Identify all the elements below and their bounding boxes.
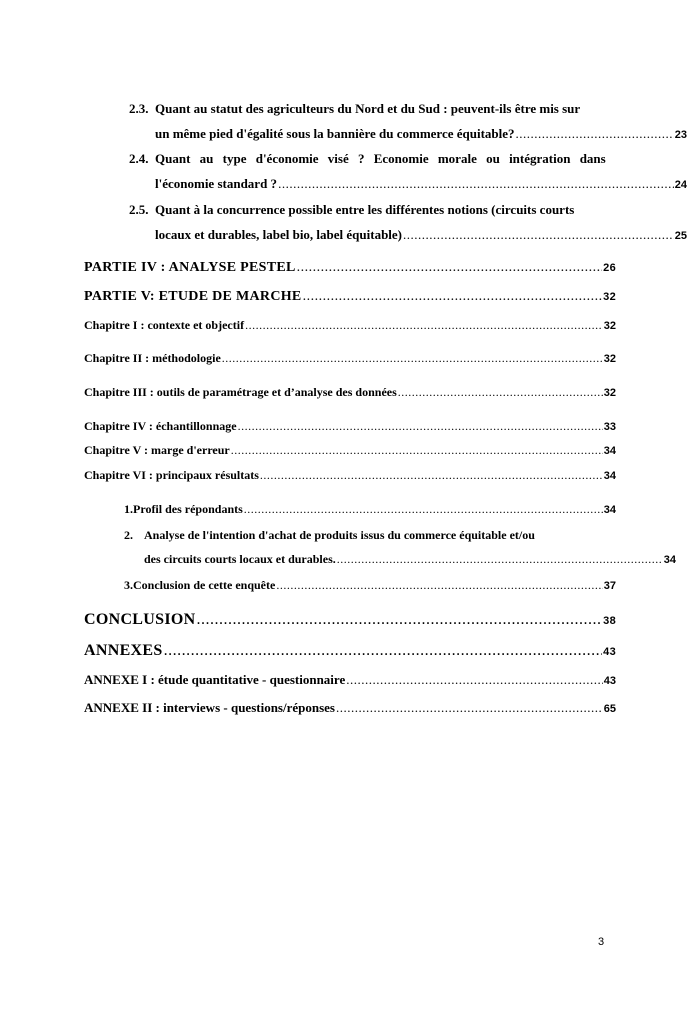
entry-page: 34 xyxy=(603,504,616,516)
leader-dots xyxy=(222,351,603,366)
leader-dots xyxy=(337,552,663,567)
entry-page: 32 xyxy=(603,320,616,332)
leader-dots xyxy=(245,318,603,333)
leader-dots xyxy=(231,443,603,458)
entry-number: 1. xyxy=(124,502,133,516)
toc-entry-3-conclusion[interactable] xyxy=(84,578,616,593)
entry-page: 38 xyxy=(603,615,616,627)
leader-dots xyxy=(516,126,674,142)
toc-entry-annexe-i[interactable] xyxy=(84,672,616,688)
entry-page: 33 xyxy=(603,421,616,433)
leader-dots xyxy=(336,700,603,716)
toc-entry-annexe-ii[interactable] xyxy=(84,700,616,716)
entry-page: 24 xyxy=(674,179,687,191)
entry-page: 34 xyxy=(603,470,616,482)
toc-entry-chapitre-iv[interactable] xyxy=(84,419,616,434)
toc-entry-1-profil[interactable] xyxy=(84,502,616,517)
leader-dots xyxy=(398,385,603,400)
toc-entry-annexes[interactable] xyxy=(84,642,616,660)
page-number: 3 xyxy=(598,936,605,948)
entry-page: 23 xyxy=(674,129,687,141)
entry-title-line2: des circuits courts locaux et durables. xyxy=(144,552,336,566)
entry-title: ANNEXE II : interviews - questions/réponses xyxy=(84,700,335,715)
entry-title-line2: locaux et durables, label bio, label équitable) xyxy=(155,227,403,242)
toc-entry-chapitre-v[interactable] xyxy=(84,443,616,458)
toc-entry-2-3[interactable] xyxy=(84,101,687,142)
toc-entry-chapitre-ii[interactable] xyxy=(84,351,616,366)
leader-dots xyxy=(297,260,602,276)
entry-title-line1: Quant au type d'économie visé ? Economie morale ou intégration dans xyxy=(155,151,606,166)
entry-title: Chapitre IV : échantillonnage xyxy=(84,419,237,433)
entry-title-line1: Analyse de l'intention d'achat de produits issus du commerce équitable et/ou xyxy=(144,528,535,542)
entry-title: PARTIE IV : ANALYSE PESTEL xyxy=(84,260,296,275)
entry-number: 2. xyxy=(124,528,133,542)
entry-page: 37 xyxy=(603,580,616,592)
entry-number: 2.4. xyxy=(129,151,149,166)
entry-number: 3. xyxy=(124,578,133,592)
entry-title: ANNEXES xyxy=(84,642,163,659)
toc-entry-conclusion[interactable] xyxy=(84,611,616,629)
toc-entry-chapitre-vi[interactable] xyxy=(84,468,616,483)
entry-title: Profil des répondants xyxy=(133,502,243,516)
entry-page: 32 xyxy=(603,387,616,399)
leader-dots xyxy=(303,289,603,305)
leader-dots xyxy=(278,176,674,192)
leader-dots xyxy=(276,578,602,593)
leader-dots xyxy=(260,468,603,483)
entry-title-line2: l'économie standard ? xyxy=(155,176,278,191)
entry-title-line2: un même pied d'égalité sous la bannière du commerce équitable? xyxy=(155,126,515,141)
toc-entry-chapitre-i[interactable] xyxy=(84,318,616,333)
entry-page: 43 xyxy=(603,646,616,658)
toc-entry-chapitre-iii[interactable] xyxy=(84,385,616,400)
entry-title: Chapitre III : outils de paramétrage et d’analyse des données xyxy=(84,385,397,399)
entry-page: 32 xyxy=(603,291,616,303)
entry-page: 32 xyxy=(603,353,616,365)
entry-title: Chapitre II : méthodologie xyxy=(84,351,221,365)
leader-dots xyxy=(164,642,603,660)
leader-dots xyxy=(403,227,674,243)
entry-title: Conclusion de cette enquête xyxy=(133,578,276,592)
entry-page: 34 xyxy=(603,445,616,457)
entry-page: 65 xyxy=(603,703,616,715)
entry-title: ANNEXE I : étude quantitative - questionnaire xyxy=(84,672,346,687)
entry-page: 26 xyxy=(603,262,616,274)
leader-dots xyxy=(196,611,602,629)
leader-dots xyxy=(346,672,603,688)
entry-title-line1: Quant au statut des agriculteurs du Nord et du Sud : peuvent-ils être mis sur xyxy=(155,101,581,116)
toc-entry-2-4[interactable] xyxy=(84,151,687,192)
toc-entry-partie-v[interactable] xyxy=(84,289,616,305)
entry-title: Chapitre V : marge d'erreur xyxy=(84,443,230,457)
toc-entry-partie-iv[interactable] xyxy=(84,260,616,276)
entry-page: 25 xyxy=(674,230,687,242)
leader-dots xyxy=(244,502,603,517)
toc-entry-2-analyse[interactable] xyxy=(84,528,676,567)
entry-number: 2.5. xyxy=(129,202,149,217)
entry-title: PARTIE V: ETUDE DE MARCHE xyxy=(84,289,302,304)
entry-page: 43 xyxy=(603,675,616,687)
entry-title-line1: Quant à la concurrence possible entre les différentes notions (circuits courts xyxy=(155,202,575,217)
leader-dots xyxy=(238,419,603,434)
toc-entry-2-5[interactable] xyxy=(84,202,687,243)
entry-page: 34 xyxy=(663,554,676,566)
entry-title: Chapitre VI : principaux résultats xyxy=(84,468,259,482)
entry-number: 2.3. xyxy=(129,101,149,116)
entry-title: CONCLUSION xyxy=(84,611,196,628)
entry-title: Chapitre I : contexte et objectif xyxy=(84,318,245,332)
